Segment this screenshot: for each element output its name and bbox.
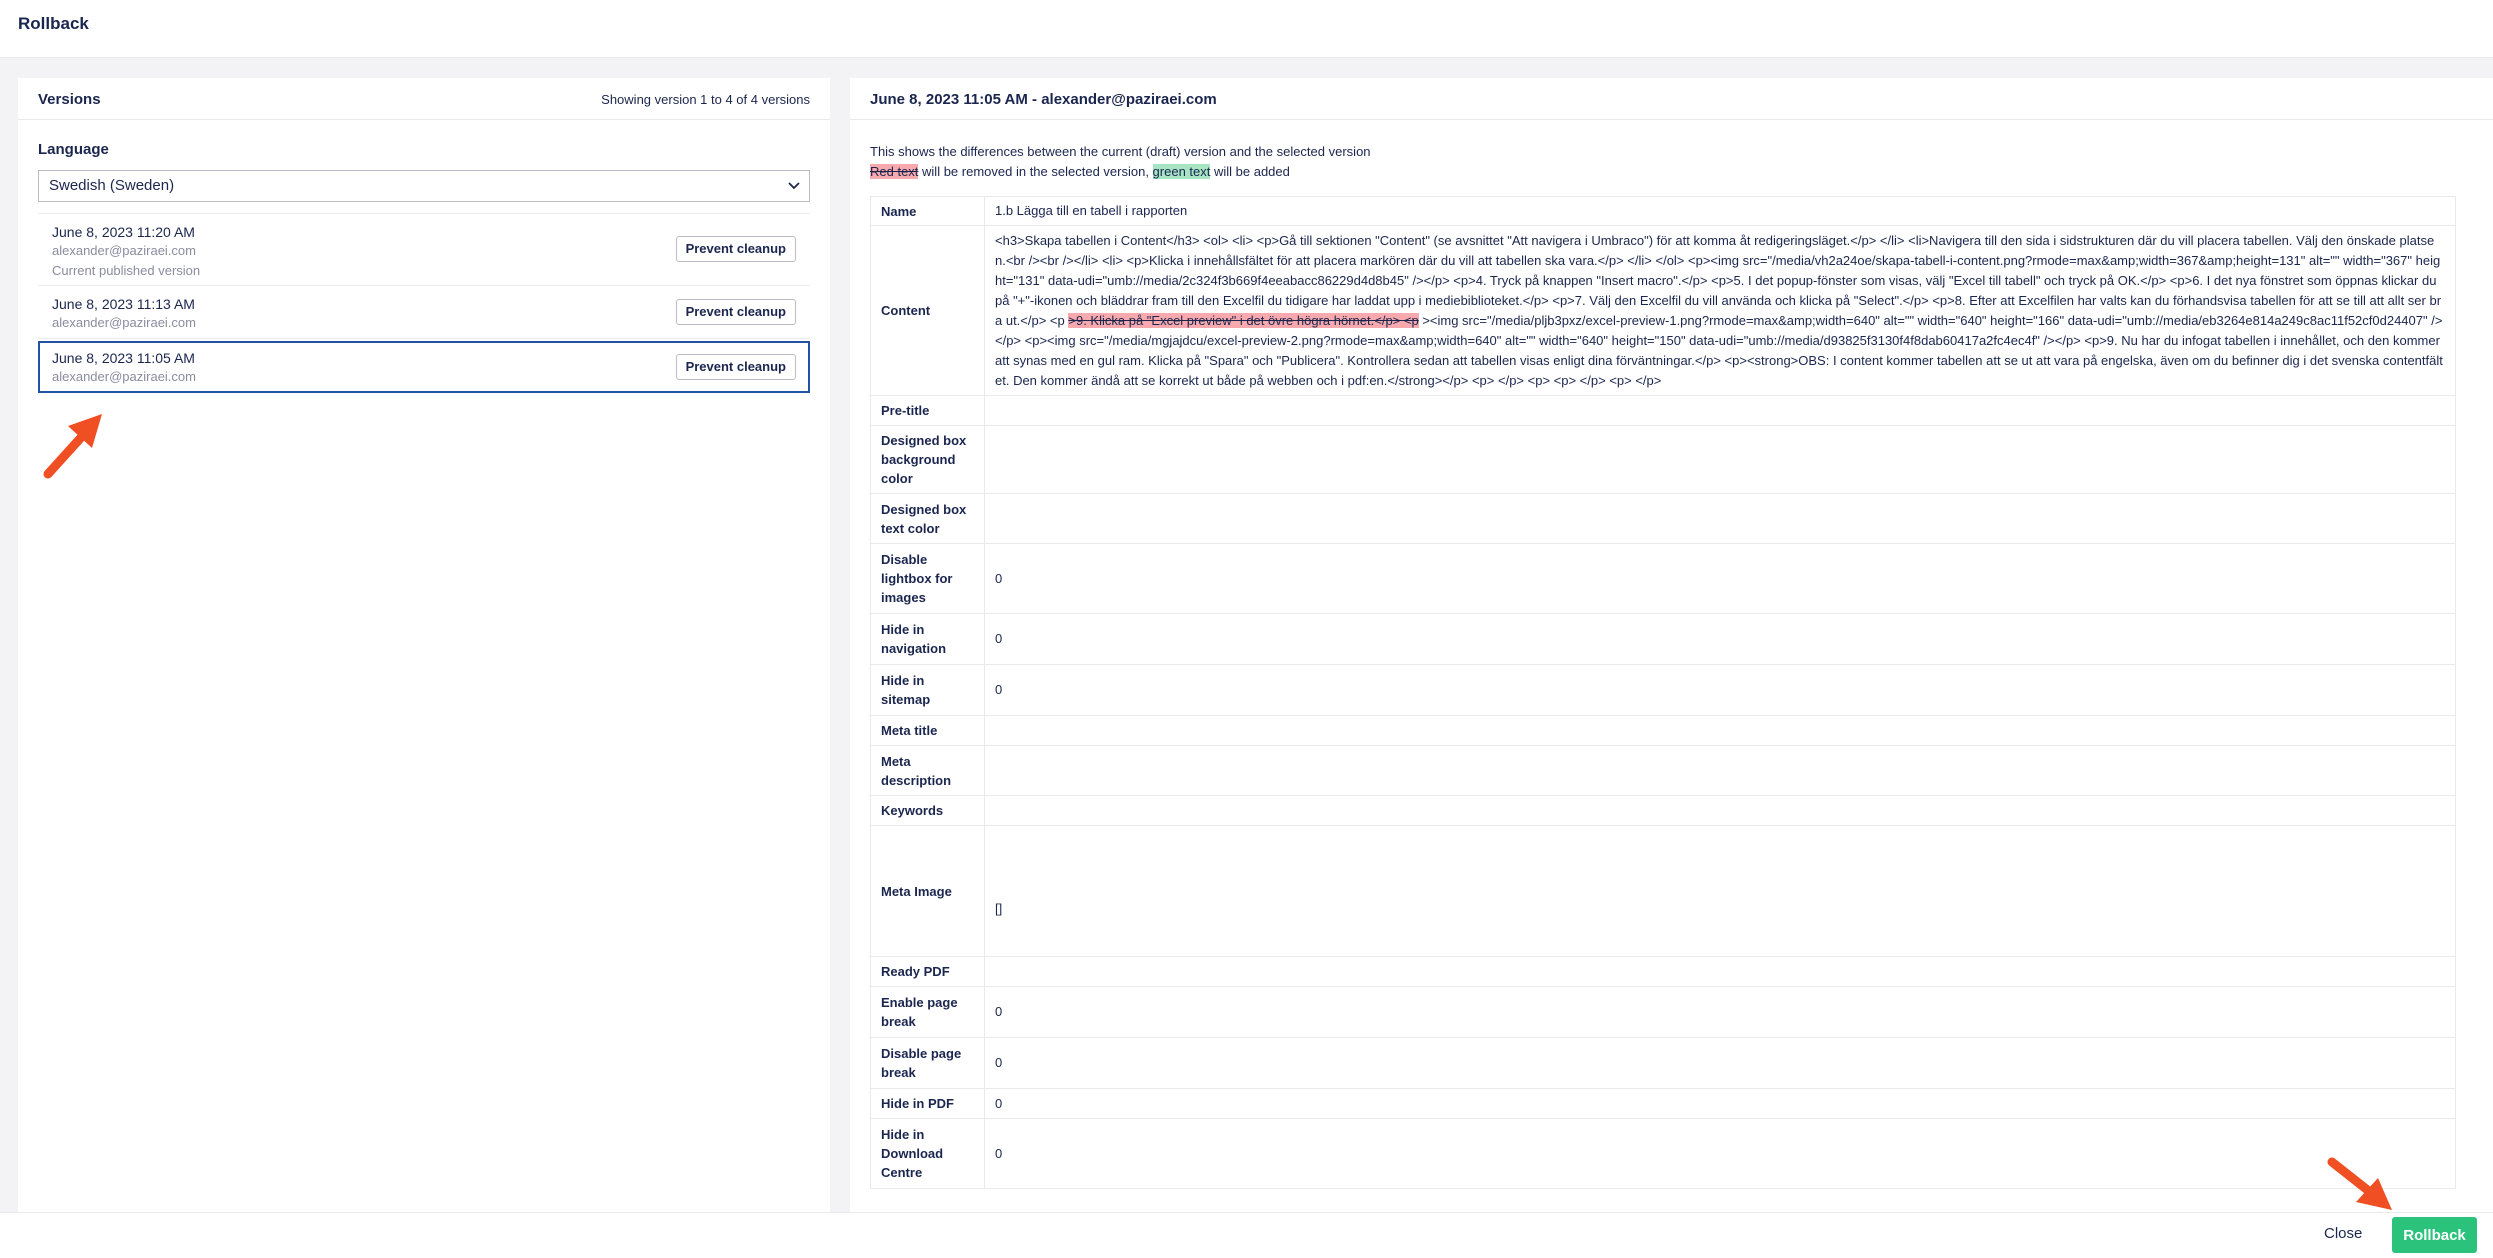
- top-bar: [0, 0, 2493, 58]
- property-value: 0: [985, 614, 2456, 665]
- diff-table: [870, 196, 2456, 1189]
- table-row: [871, 544, 2456, 614]
- version-item-selected[interactable]: [38, 341, 810, 393]
- table-row: [871, 226, 2456, 396]
- property-name: Hide in navigation: [871, 614, 985, 665]
- table-row: [871, 716, 2456, 746]
- property-name: Name: [871, 197, 985, 226]
- property-value: 0: [985, 665, 2456, 716]
- diff-intro-line1: This shows the differences between the current (draft) version and the selected version: [870, 144, 1371, 159]
- property-name: Disable lightbox for images: [871, 544, 985, 614]
- property-name: Designed box text color: [871, 494, 985, 544]
- green-text-sample: green text: [1152, 164, 1211, 179]
- diff-intro-line2: [870, 162, 1371, 182]
- table-row: [871, 987, 2456, 1038]
- versions-title: Versions: [38, 91, 101, 108]
- property-value: [985, 796, 2456, 826]
- diff-panel: [850, 78, 2493, 1212]
- property-value: [985, 426, 2456, 494]
- property-name: Disable page break: [871, 1038, 985, 1089]
- versions-panel: [18, 78, 830, 1212]
- version-date: June 8, 2023 11:20 AM: [52, 224, 195, 240]
- property-value: [985, 494, 2456, 544]
- property-value: 0: [985, 1038, 2456, 1089]
- property-value: [985, 957, 2456, 987]
- meta-image-value: []: [995, 901, 1003, 916]
- table-row: [871, 494, 2456, 544]
- table-row: [871, 197, 2456, 226]
- table-row: [871, 614, 2456, 665]
- table-row: [871, 826, 2456, 957]
- property-value: [985, 826, 2456, 957]
- close-button[interactable]: Close: [2324, 1225, 2363, 1242]
- property-value: 0: [985, 544, 2456, 614]
- version-date: June 8, 2023 11:13 AM: [52, 296, 195, 312]
- property-value: 0: [985, 1089, 2456, 1119]
- diff-title: June 8, 2023 11:05 AM - alexander@paziraei.com: [870, 91, 1217, 108]
- property-value: 1.b Lägga till en tabell i rapporten: [985, 197, 2456, 226]
- property-name: Hide in PDF: [871, 1089, 985, 1119]
- version-user: alexander@paziraei.com: [52, 369, 196, 384]
- property-name: Hide in Download Centre: [871, 1119, 985, 1189]
- property-value: 0: [985, 1119, 2456, 1189]
- version-note: Current published version: [52, 263, 201, 278]
- chevron-down-icon: [787, 178, 801, 192]
- version-user: alexander@paziraei.com: [52, 315, 196, 330]
- version-item[interactable]: [38, 285, 810, 339]
- table-row: [871, 1089, 2456, 1119]
- property-value-content: [985, 226, 2456, 396]
- property-value: [985, 746, 2456, 796]
- property-name: Meta description: [871, 746, 985, 796]
- versions-panel-header: [18, 78, 830, 120]
- table-row: [871, 1119, 2456, 1189]
- language-select[interactable]: [38, 170, 810, 202]
- version-date: June 8, 2023 11:05 AM: [52, 350, 195, 366]
- content-unchanged: <h3>Skapa tabellen i Content</h3> <ol> <li> <p>Gå till sektionen "Content" (se avsnittet "Att navigera i Umbraco") för att komma åt redigeringsläget.</p> </li> <li>Navigera till den sida i sidstrukturen där du vill placera tabellen. Välj den önskade platsen.<br /><br /></li> <li> <p>Klicka i innehållsfältet för att placera markören där du vill att tabellen ska vara.</p> </li> </ol> <p><img src="/media/vh2a24oe/skapa-tabell-i-content.png?rmode=max&amp;width=367&amp;height=131" alt="" width="367" height="131" data-udi="umb://media/2c324f3b669f4eeabacc86229d4d8b45" /></p> <p>4. Tryck på knappen "Insert macro".</p> <p>5. I det popup-fönster som visas, välj "Excel till tabell" och tryck på OK.</p> <p>6. I det nya fönstret som öppnas klickar du på "+"-ikonen och bläddrar fram till den Excelfil du tidigare har laddat upp i mediebiblioteket.</p> <p>7. Välj den Excelfil du vill använda och klicka på "Select".</p> <p>8. Efter att Excelfilen har valts kan du förhandsvisa tabellen för att se till att allt ser bra ut.</p> <p: [995, 232, 2442, 328]
- version-item[interactable]: [38, 213, 810, 286]
- language-label: Language: [38, 141, 109, 158]
- footer-bar: [0, 1212, 2493, 1258]
- page-title: Rollback: [18, 14, 89, 33]
- property-name: Content: [871, 226, 985, 396]
- property-value: [985, 396, 2456, 426]
- prevent-cleanup-button[interactable]: Prevent cleanup: [676, 354, 796, 380]
- table-row: [871, 796, 2456, 826]
- property-name: Meta Image: [871, 826, 985, 957]
- property-name: Hide in sitemap: [871, 665, 985, 716]
- content-unchanged: ><img src="/media/pljb3pxz/excel-preview-1.png?rmode=max&amp;width=640" alt="" width="640" height="166" data-udi="umb://media/eb3264e814a249c8ac11f52cf0d24407" /></p> <p><img src="/media/mgjajdcu/excel-preview-2.png?rmode=max&amp;width=640" alt="" width="640" height="150" data-udi="umb://media/d93825f3130f4f8dab60417a2fc4ec4f" /></p> <p>9. Nu har du infogat tabellen i innehållet, och den kommer att synas med en gul ram. Klicka på "Spara" och "Publicera". Kontrollera sedan att tabellen visas enligt dina förväntningar.</p> <p><strong>OBS: I content kommer tabellen att se ut att vara på engelska, även om du befinner dig i det svenska contentfältet. Den kommer ändå att se korrekt ut både på webben och i pdf:en.</strong></p> <p> </p> <p> <p> </p> <p> </p>: [995, 312, 2443, 388]
- diff-intro-end: will be added: [1210, 164, 1290, 179]
- property-name: Designed box background color: [871, 426, 985, 494]
- versions-count: Showing version 1 to 4 of 4 versions: [601, 92, 810, 107]
- property-name: Ready PDF: [871, 957, 985, 987]
- property-value: [985, 716, 2456, 746]
- table-row: [871, 1038, 2456, 1089]
- property-name: Meta title: [871, 716, 985, 746]
- table-row: [871, 426, 2456, 494]
- property-value: 0: [985, 987, 2456, 1038]
- table-row: [871, 665, 2456, 716]
- table-row: [871, 396, 2456, 426]
- prevent-cleanup-button[interactable]: Prevent cleanup: [676, 299, 796, 325]
- rollback-button[interactable]: Rollback: [2392, 1217, 2477, 1253]
- content-removed: >9. Klicka på "Excel preview" i det övre högra hörnet.</p> <p: [1068, 312, 1419, 328]
- arrow-icon: [40, 408, 110, 482]
- version-list: [38, 214, 810, 393]
- diff-intro-mid: will be removed in the selected version,: [918, 164, 1153, 179]
- language-select-value: Swedish (Sweden): [49, 177, 175, 194]
- property-name: Enable page break: [871, 987, 985, 1038]
- red-text-sample: Red text: [870, 164, 919, 179]
- arrow-icon: [2326, 1156, 2396, 1216]
- table-row: [871, 957, 2456, 987]
- diff-intro: [870, 142, 1371, 182]
- version-user: alexander@paziraei.com: [52, 243, 196, 258]
- property-name: Keywords: [871, 796, 985, 826]
- diff-panel-header: [850, 78, 2493, 120]
- property-name: Pre-title: [871, 396, 985, 426]
- table-row: [871, 746, 2456, 796]
- prevent-cleanup-button[interactable]: Prevent cleanup: [676, 236, 796, 262]
